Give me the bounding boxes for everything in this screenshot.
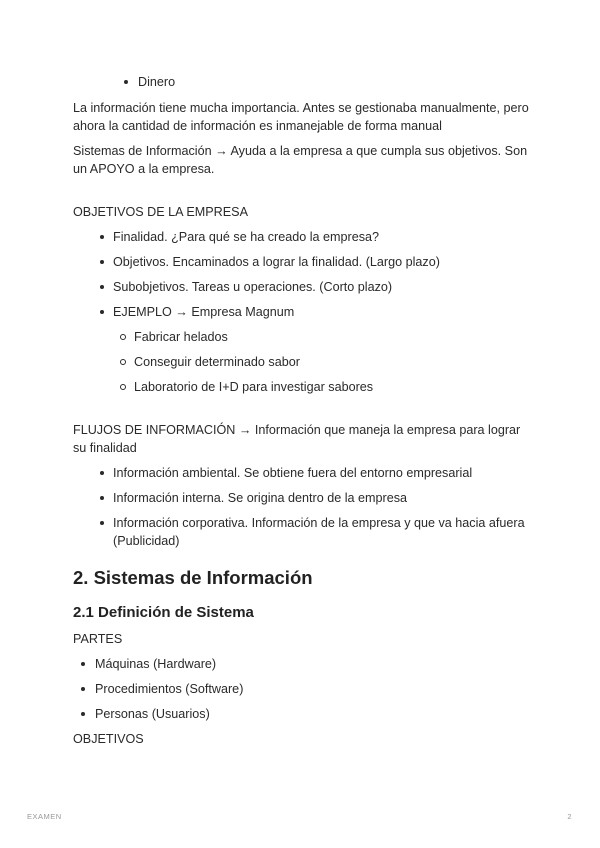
flows-heading: FLUJOS DE INFORMACIÓN → Información que maneja la empresa para lograr su finalidad — [73, 423, 521, 455]
list-item: Procedimientos (Software) — [73, 680, 533, 698]
list-item: Máquinas (Hardware) — [73, 655, 533, 673]
paragraph-systems: Sistemas de Información → Ayuda a la empresa a que cumpla sus objetivos. Son un APOYO a la empresa. — [73, 144, 528, 176]
parts-list — [73, 655, 533, 723]
objectives-list — [73, 228, 533, 321]
sublist-item: Laboratorio de I+D para investigar sabores — [73, 378, 533, 396]
sublist-item: Fabricar helados — [73, 328, 533, 346]
paragraph-importance: La información tiene mucha importancia. Antes se gestionaba manualmente, pero ahora la cantidad de información es inmanejable de forma manual — [73, 101, 529, 133]
list-item-dinero: Dinero — [73, 73, 533, 91]
section-title: 2. Sistemas de Información — [73, 567, 313, 588]
footer-label: EXAMEN — [27, 812, 62, 821]
objectives-label: OBJETIVOS — [73, 732, 144, 746]
list-item: EJEMPLO → Empresa Magnum — [73, 303, 533, 321]
page-number: 2 — [567, 812, 572, 821]
list-item: Información ambiental. Se obtiene fuera del entorno empresarial — [73, 464, 533, 482]
subsection-title: 2.1 Definición de Sistema — [73, 604, 254, 621]
flows-list — [73, 464, 533, 550]
list-item: Información interna. Se origina dentro de la empresa — [73, 489, 533, 507]
list-item: Objetivos. Encaminados a lograr la finalidad. (Largo plazo) — [73, 253, 533, 271]
objectives-heading: OBJETIVOS DE LA EMPRESA — [73, 205, 248, 219]
page-content — [73, 73, 533, 748]
parts-label: PARTES — [73, 632, 123, 646]
list-item: Información corporativa. Información de la empresa y que va hacia afuera (Publicidad) — [73, 514, 533, 550]
list-item: Subobjetivos. Tareas u operaciones. (Corto plazo) — [73, 278, 533, 296]
list-item: Personas (Usuarios) — [73, 705, 533, 723]
example-sublist — [73, 328, 533, 396]
list-item: Finalidad. ¿Para qué se ha creado la empresa? — [73, 228, 533, 246]
sublist-item: Conseguir determinado sabor — [73, 353, 533, 371]
